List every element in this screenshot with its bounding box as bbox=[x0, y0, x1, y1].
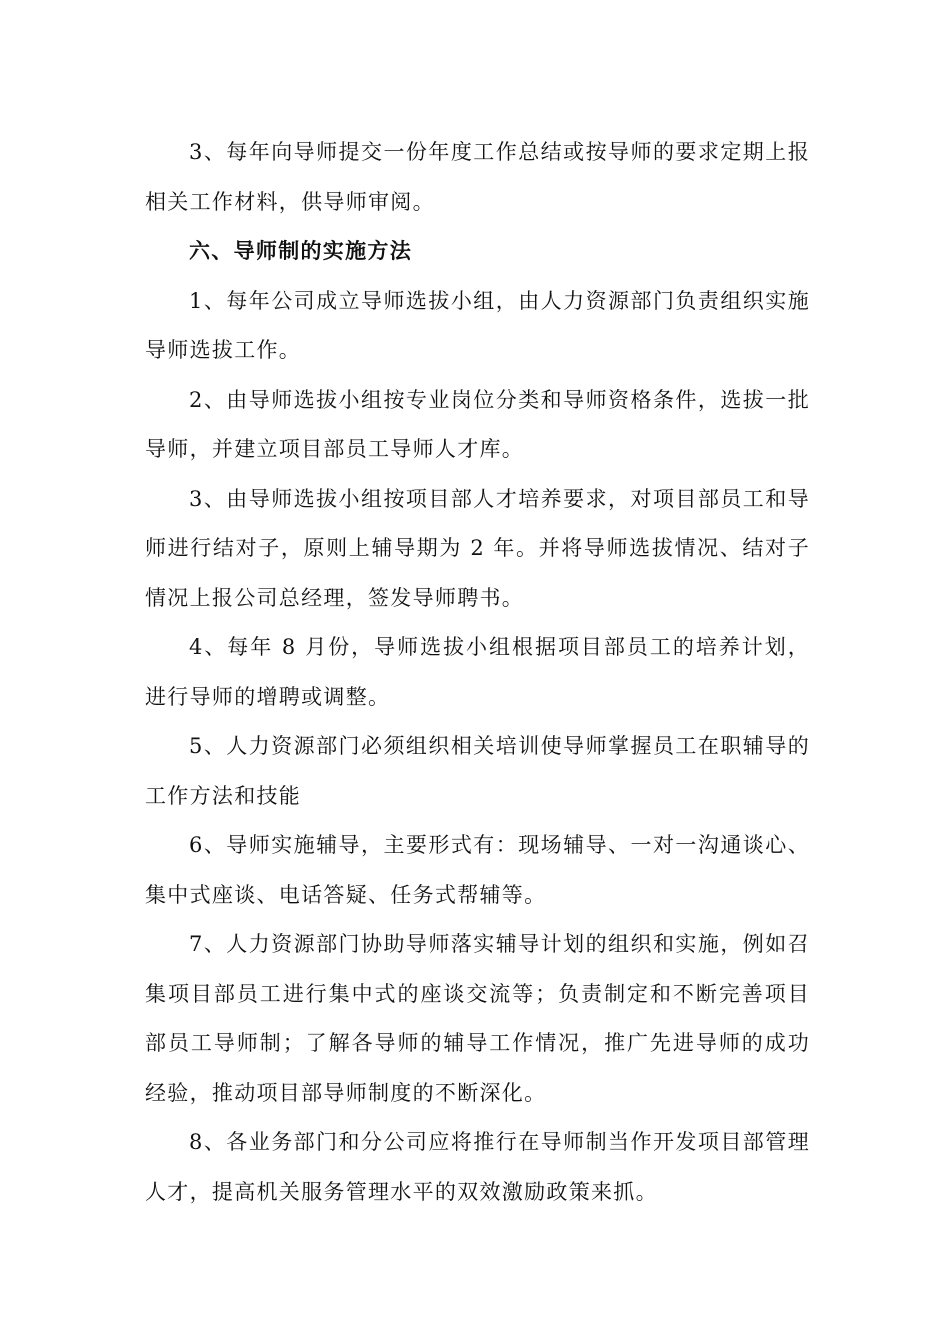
paragraph-selection-team: 1、每年公司成立导师选拔小组，由人力资源部门负责组织实施导师选拔工作。 bbox=[145, 288, 810, 362]
paragraph-departments: 8、各业务部门和分公司应将推行在导师制当作开发项目部管理人才，提高机关服务管理水平的双效激励政策来抓。 bbox=[145, 1130, 810, 1204]
paragraph-mentor-pool: 2、由导师选拔小组按专业岗位分类和导师资格条件，选拔一批导师，并建立项目部员工导师人才库。 bbox=[145, 387, 810, 461]
section-heading-implementation: 六、导师制的实施方法 bbox=[189, 239, 412, 263]
paragraph-pairing: 3、由导师选拔小组按项目部人才培养要求，对项目部员工和导师进行结对子，原则上辅导期为 2 年。并将导师选拔情况、结对子情况上报公司总经理，签发导师聘书。 bbox=[145, 486, 810, 610]
paragraph-training: 5、人力资源部门必须组织相关培训使导师掌握员工在职辅导的工作方法和技能 bbox=[145, 734, 810, 808]
paragraph-hr-assistance: 7、人力资源部门协助导师落实辅导计划的组织和实施，例如召集项目部员工进行集中式的座谈交流等；负责制定和不断完善项目部员工导师制；了解各导师的辅导工作情况，推广先进导师的成功经验，推动项目部导师制度的不断深化。 bbox=[145, 932, 810, 1105]
paragraph-annual-adjustment: 4、每年 8 月份，导师选拔小组根据项目部员工的培养计划，进行导师的增聘或调整。 bbox=[145, 635, 810, 709]
paragraph-submit-summary: 3、每年向导师提交一份年度工作总结或按导师的要求定期上报相关工作材料，供导师审阅。 bbox=[145, 140, 810, 214]
paragraph-coaching-forms: 6、导师实施辅导，主要形式有：现场辅导、一对一沟通谈心、集中式座谈、电话答疑、任务式帮辅等。 bbox=[145, 833, 810, 907]
document-body bbox=[145, 128, 810, 1217]
